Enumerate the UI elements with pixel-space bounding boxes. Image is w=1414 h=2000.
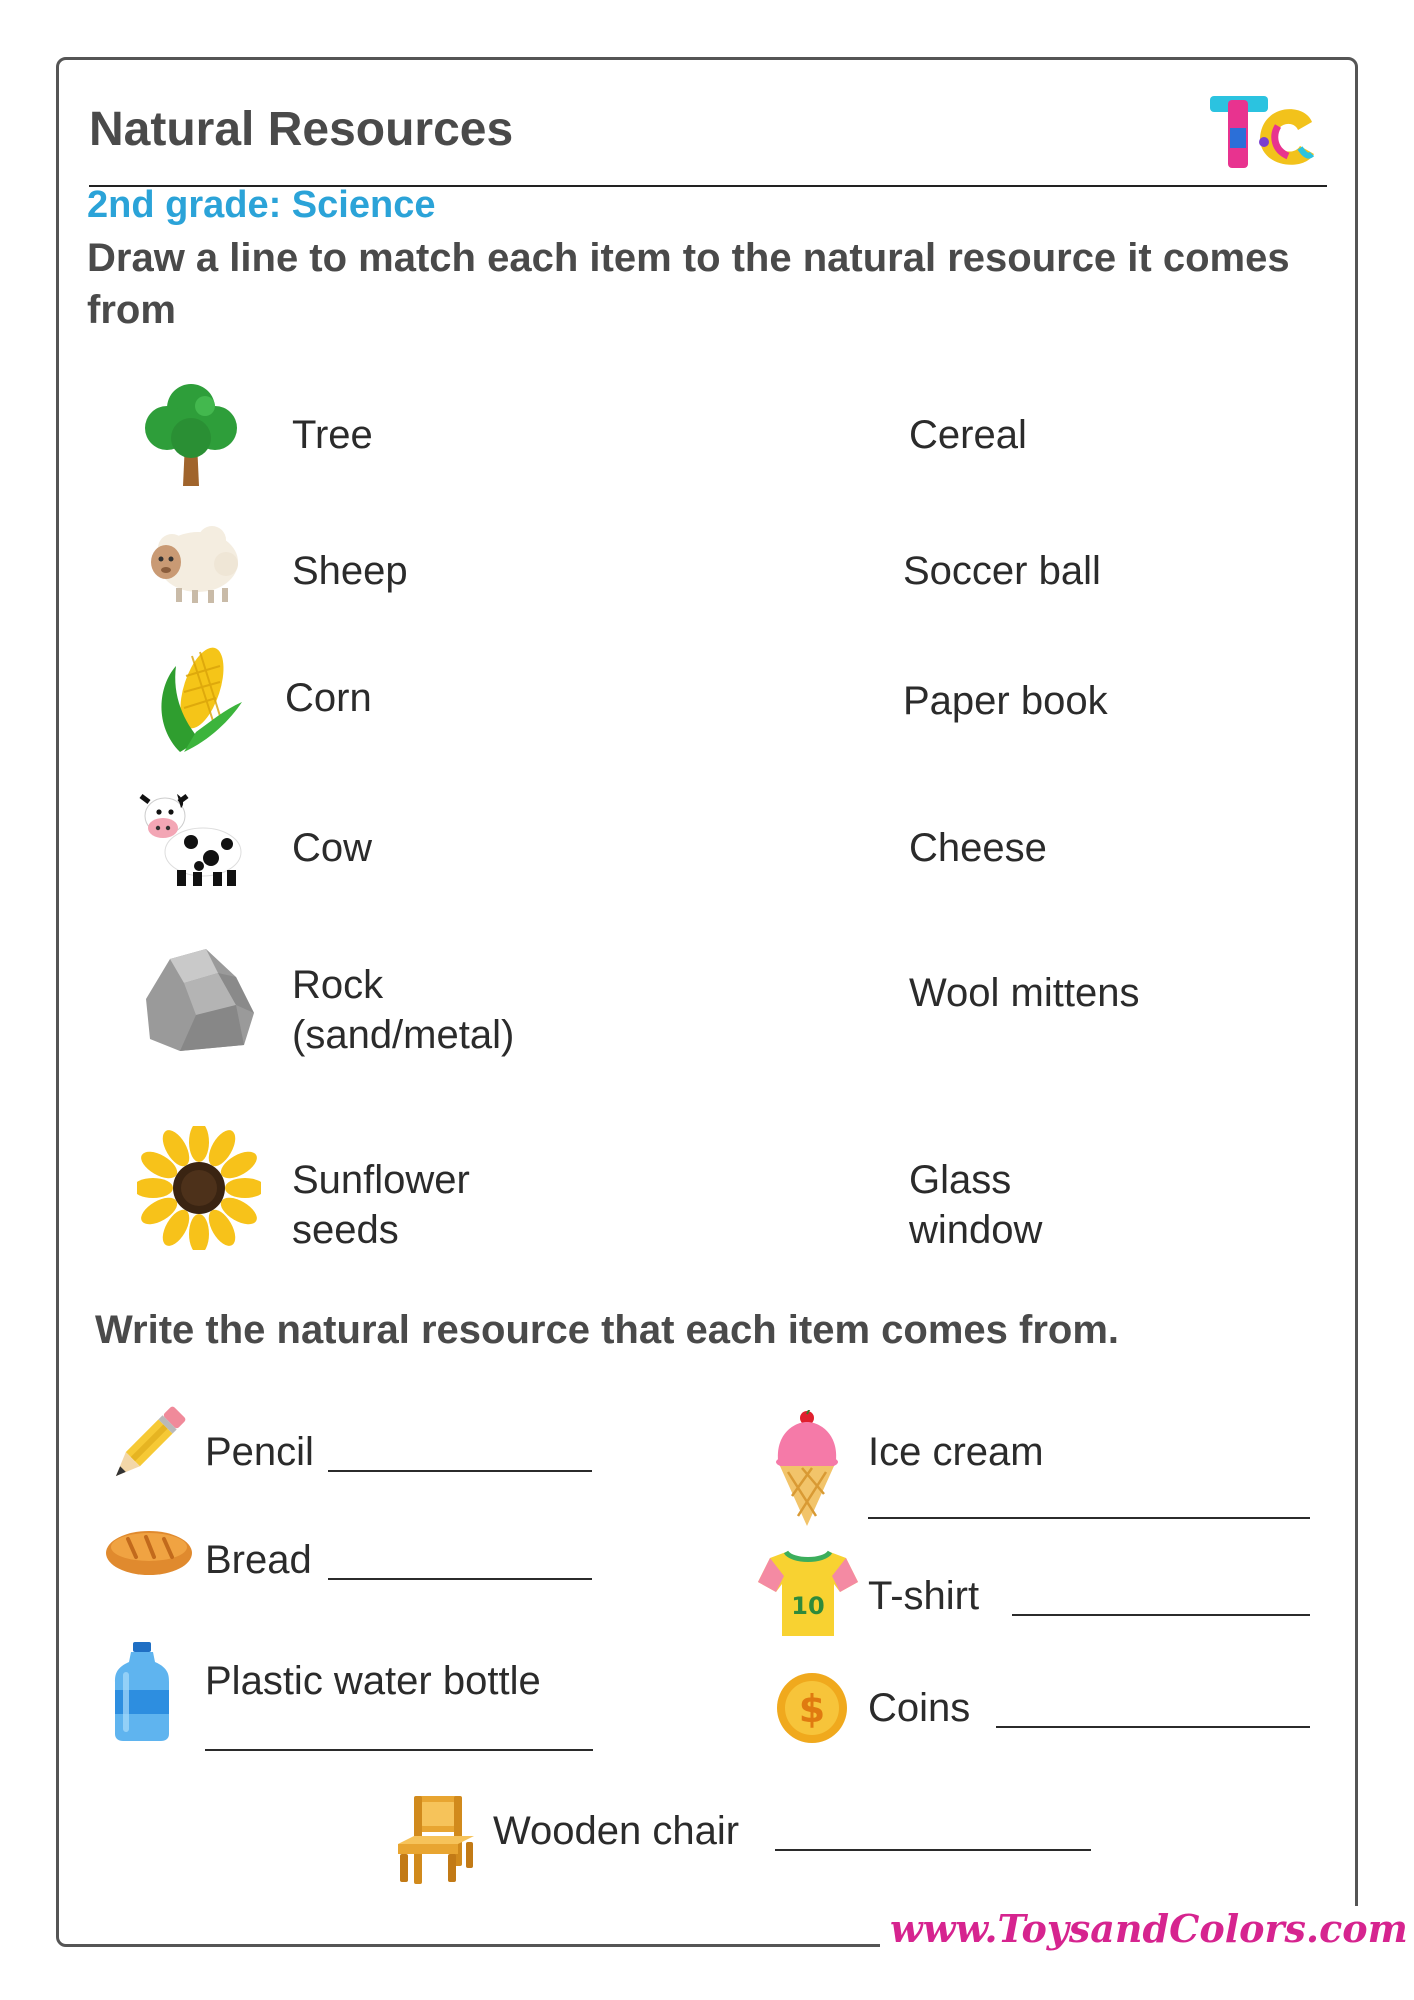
coin-icon	[776, 1672, 848, 1744]
corn-icon	[150, 636, 246, 754]
write-coins-label: Coins	[868, 1686, 971, 1730]
t-shirt-answer-line[interactable]	[1012, 1614, 1310, 1616]
pencil-answer-line[interactable]	[328, 1470, 592, 1472]
match-right-soccer-ball: Soccer ball	[903, 549, 1101, 593]
write-ice-cream-label: Ice cream	[868, 1430, 1044, 1474]
ice-cream-answer-line[interactable]	[868, 1517, 1310, 1519]
sunflower-icon	[137, 1126, 261, 1250]
brand-logo	[1208, 92, 1320, 176]
pencil-icon	[107, 1405, 187, 1485]
coin-symbol: $	[798, 1687, 826, 1731]
write-pencil-label: Pencil	[205, 1430, 314, 1474]
match-right-wool-mittens: Wool mittens	[909, 971, 1140, 1015]
write-bread-label: Bread	[205, 1538, 312, 1582]
t-shirt-icon	[756, 1548, 860, 1638]
write-water-bottle-label: Plastic water bottle	[205, 1659, 541, 1703]
grade-subtitle: 2nd grade: Science	[87, 184, 436, 226]
ice-cream-icon	[772, 1410, 842, 1528]
match-right-paper-book: Paper book	[903, 679, 1108, 723]
write-t-shirt-label: T-shirt	[868, 1574, 980, 1618]
match-left-rock: Rock (sand/metal)	[292, 963, 515, 1057]
match-right-cheese: Cheese	[909, 826, 1047, 870]
match-left-sheep: Sheep	[292, 549, 408, 593]
bread-icon	[104, 1525, 194, 1577]
cow-icon	[137, 786, 247, 896]
bread-answer-line[interactable]	[328, 1578, 592, 1580]
shirt-number: 10	[791, 1592, 825, 1620]
matching-instruction: Draw a line to match each item to the natural resource it comes from	[87, 236, 1290, 332]
sheep-icon	[142, 518, 242, 606]
water-bottle-answer-line[interactable]	[205, 1749, 593, 1751]
rock-icon	[140, 943, 260, 1055]
match-left-sunflower: Sunflower seeds	[292, 1158, 470, 1252]
chair-icon	[396, 1792, 476, 1886]
tree-icon	[143, 382, 239, 488]
match-left-tree: Tree	[292, 413, 373, 457]
writing-instruction: Write the natural resource that each item comes from.	[95, 1308, 1120, 1352]
page-title: Natural Resources	[89, 103, 514, 156]
wooden-chair-answer-line[interactable]	[775, 1849, 1091, 1851]
match-left-cow: Cow	[292, 826, 373, 870]
match-right-cereal: Cereal	[909, 413, 1027, 457]
footer-website: www.ToysandColors.com	[880, 1906, 1414, 1951]
write-wooden-chair-label: Wooden chair	[493, 1809, 740, 1853]
coins-answer-line[interactable]	[996, 1726, 1310, 1728]
match-left-corn: Corn	[285, 676, 372, 720]
water-bottle-icon	[111, 1642, 173, 1742]
match-right-glass-window: Glass window	[909, 1158, 1043, 1252]
